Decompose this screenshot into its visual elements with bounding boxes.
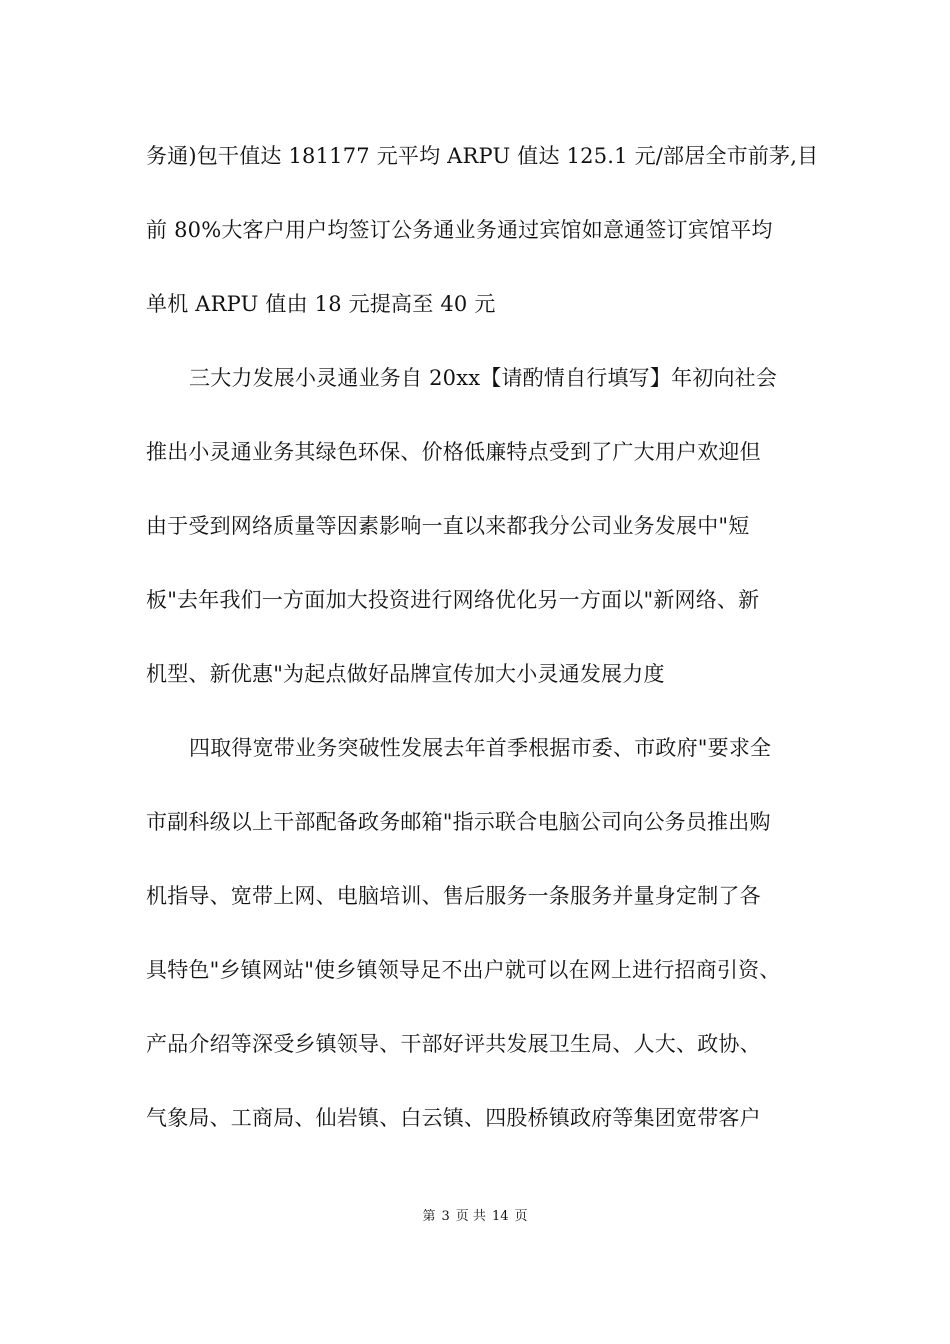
footer-current-page: 3 <box>441 1209 450 1224</box>
text-line: 机指导、宽带上网、电脑培训、售后服务一条服务并量身定制了各 <box>146 884 761 908</box>
text-line: 板"去年我们一方面加大投资进行网络优化另一方面以"新网络、新 <box>146 588 760 612</box>
text-line: 单机 ARPU 值由 18 元提高至 40 元 <box>146 292 496 316</box>
text-line: 务通)包干值达 181177 元平均 ARPU 值达 125.1 元/部居全市前茅,目 <box>146 144 819 168</box>
text-line: 具特色"乡镇网站"使乡镇领导足不出户就可以在网上进行招商引资、 <box>146 958 781 982</box>
body-text <box>146 134 826 1170</box>
footer-total-pages: 14 <box>491 1209 509 1224</box>
text-line: 机型、新优惠"为起点做好品牌宣传加大小灵通发展力度 <box>146 662 665 686</box>
text-line: 推出小灵通业务其绿色环保、价格低廉特点受到了广大用户欢迎但 <box>146 440 761 464</box>
text-line: 产品介绍等深受乡镇领导、干部好评共发展卫生局、人大、政协、 <box>146 1032 761 1056</box>
paragraph-start-line: 四取得宽带业务突破性发展去年首季根据市委、市政府"要求全 <box>189 736 772 760</box>
footer-suffix: 页 <box>514 1209 528 1224</box>
text-line: 前 80%大客户用户均签订公务通业务通过宾馆如意通签订宾馆平均 <box>146 218 773 242</box>
text-line: 由于受到网络质量等因素影响一直以来都我分公司业务发展中"短 <box>146 514 750 538</box>
footer-middle: 页 共 <box>455 1209 486 1224</box>
text-line: 市副科级以上干部配备政务邮箱"指示联合电脑公司向公务员推出购 <box>146 810 771 834</box>
page-footer <box>0 1206 950 1228</box>
paragraph-start-line: 三大力发展小灵通业务自 20xx【请酌情自行填写】年初向社会 <box>189 366 778 390</box>
footer-prefix: 第 <box>422 1209 436 1224</box>
text-line: 气象局、工商局、仙岩镇、白云镇、四股桥镇政府等集团宽带客户 <box>146 1106 761 1130</box>
